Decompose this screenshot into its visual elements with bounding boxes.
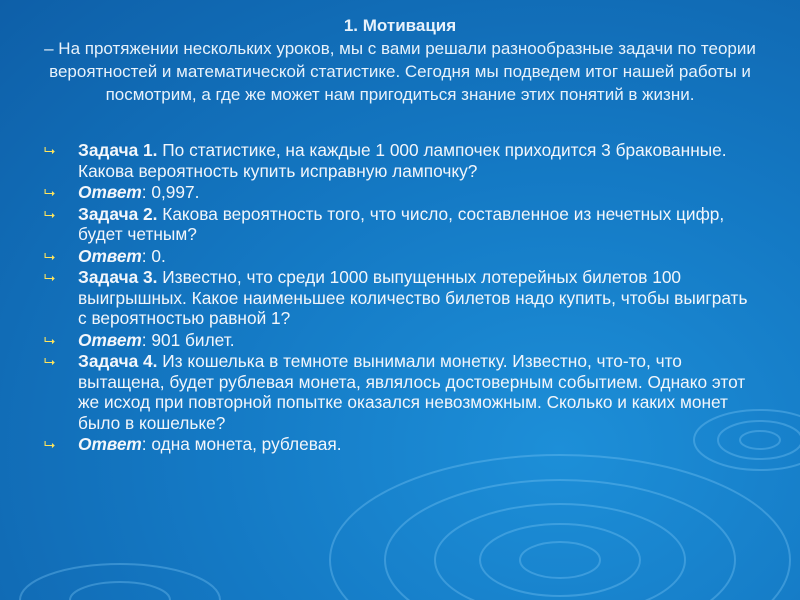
answer-text: : одна монета, рублевая. bbox=[141, 434, 342, 454]
list-item bbox=[40, 204, 760, 245]
list-item bbox=[40, 246, 760, 267]
list-item bbox=[40, 330, 760, 351]
list-item bbox=[40, 351, 760, 433]
task-text: По статистике, на каждые 1 000 лампочек приходится 3 бракованные. Какова вероятность купить исправную лампочку? bbox=[78, 140, 727, 181]
slide-heading: 1. Мотивация bbox=[343, 16, 457, 35]
answer-label: Ответ bbox=[78, 245, 142, 266]
pointer-bullet-icon: ⮡ bbox=[44, 436, 56, 452]
pointer-bullet-icon: ⮡ bbox=[44, 184, 56, 200]
answer-label: Ответ bbox=[78, 329, 142, 350]
pointer-bullet-icon: ⮡ bbox=[44, 353, 56, 369]
task-label: Задача 4. bbox=[78, 351, 158, 371]
task-label: Задача 3. bbox=[78, 267, 158, 287]
answer-label: Ответ bbox=[78, 434, 142, 454]
list-item bbox=[40, 434, 760, 455]
answer-text: : 0. bbox=[141, 245, 166, 266]
slide-title-block bbox=[40, 14, 760, 106]
answer-text: : 0,997. bbox=[141, 182, 200, 202]
pointer-bullet-icon: ⮡ bbox=[44, 247, 56, 264]
task-text: Известно, что среди 1000 выпущенных лотерейных билетов 100 выигрышных. Какое наименьшее количество билетов надо купить, чтобы выиграть с вероятностью равной 1? bbox=[78, 267, 748, 328]
task-text: Из кошелька в темноте вынимали монетку. Известно, что-то, что вытащена, будет рублевая монета, являлось достоверным событием. Однако этот же исход при повторной попытке оказался невозможным. Сколько и каких монет было в кошельке? bbox=[78, 351, 746, 433]
task-label: Задача 1. bbox=[78, 140, 158, 160]
list-item bbox=[40, 182, 760, 203]
list-item bbox=[40, 267, 760, 329]
list-item bbox=[40, 140, 760, 181]
task-list bbox=[40, 140, 760, 456]
slide-intro: – На протяжении нескольких уроков, мы с вами решали разнообразные задачи по теории вероятностей и математической статистике. Сегодня мы подведем итог нашей работы и посмотрим, а где же может нам пригодиться знание этих понятий в жизни. bbox=[44, 39, 756, 104]
answer-label: Ответ bbox=[78, 182, 142, 202]
answer-text: : 901 билет. bbox=[141, 329, 235, 350]
task-label: Задача 2. bbox=[78, 203, 158, 224]
pointer-bullet-icon: ⮡ bbox=[44, 331, 56, 348]
pointer-bullet-icon: ⮡ bbox=[44, 269, 56, 285]
pointer-bullet-icon: ⮡ bbox=[44, 205, 56, 222]
pointer-bullet-icon: ⮡ bbox=[44, 142, 56, 158]
task-text: Какова вероятность того, что число, составленное из нечетных цифр, будет четным? bbox=[78, 203, 725, 244]
